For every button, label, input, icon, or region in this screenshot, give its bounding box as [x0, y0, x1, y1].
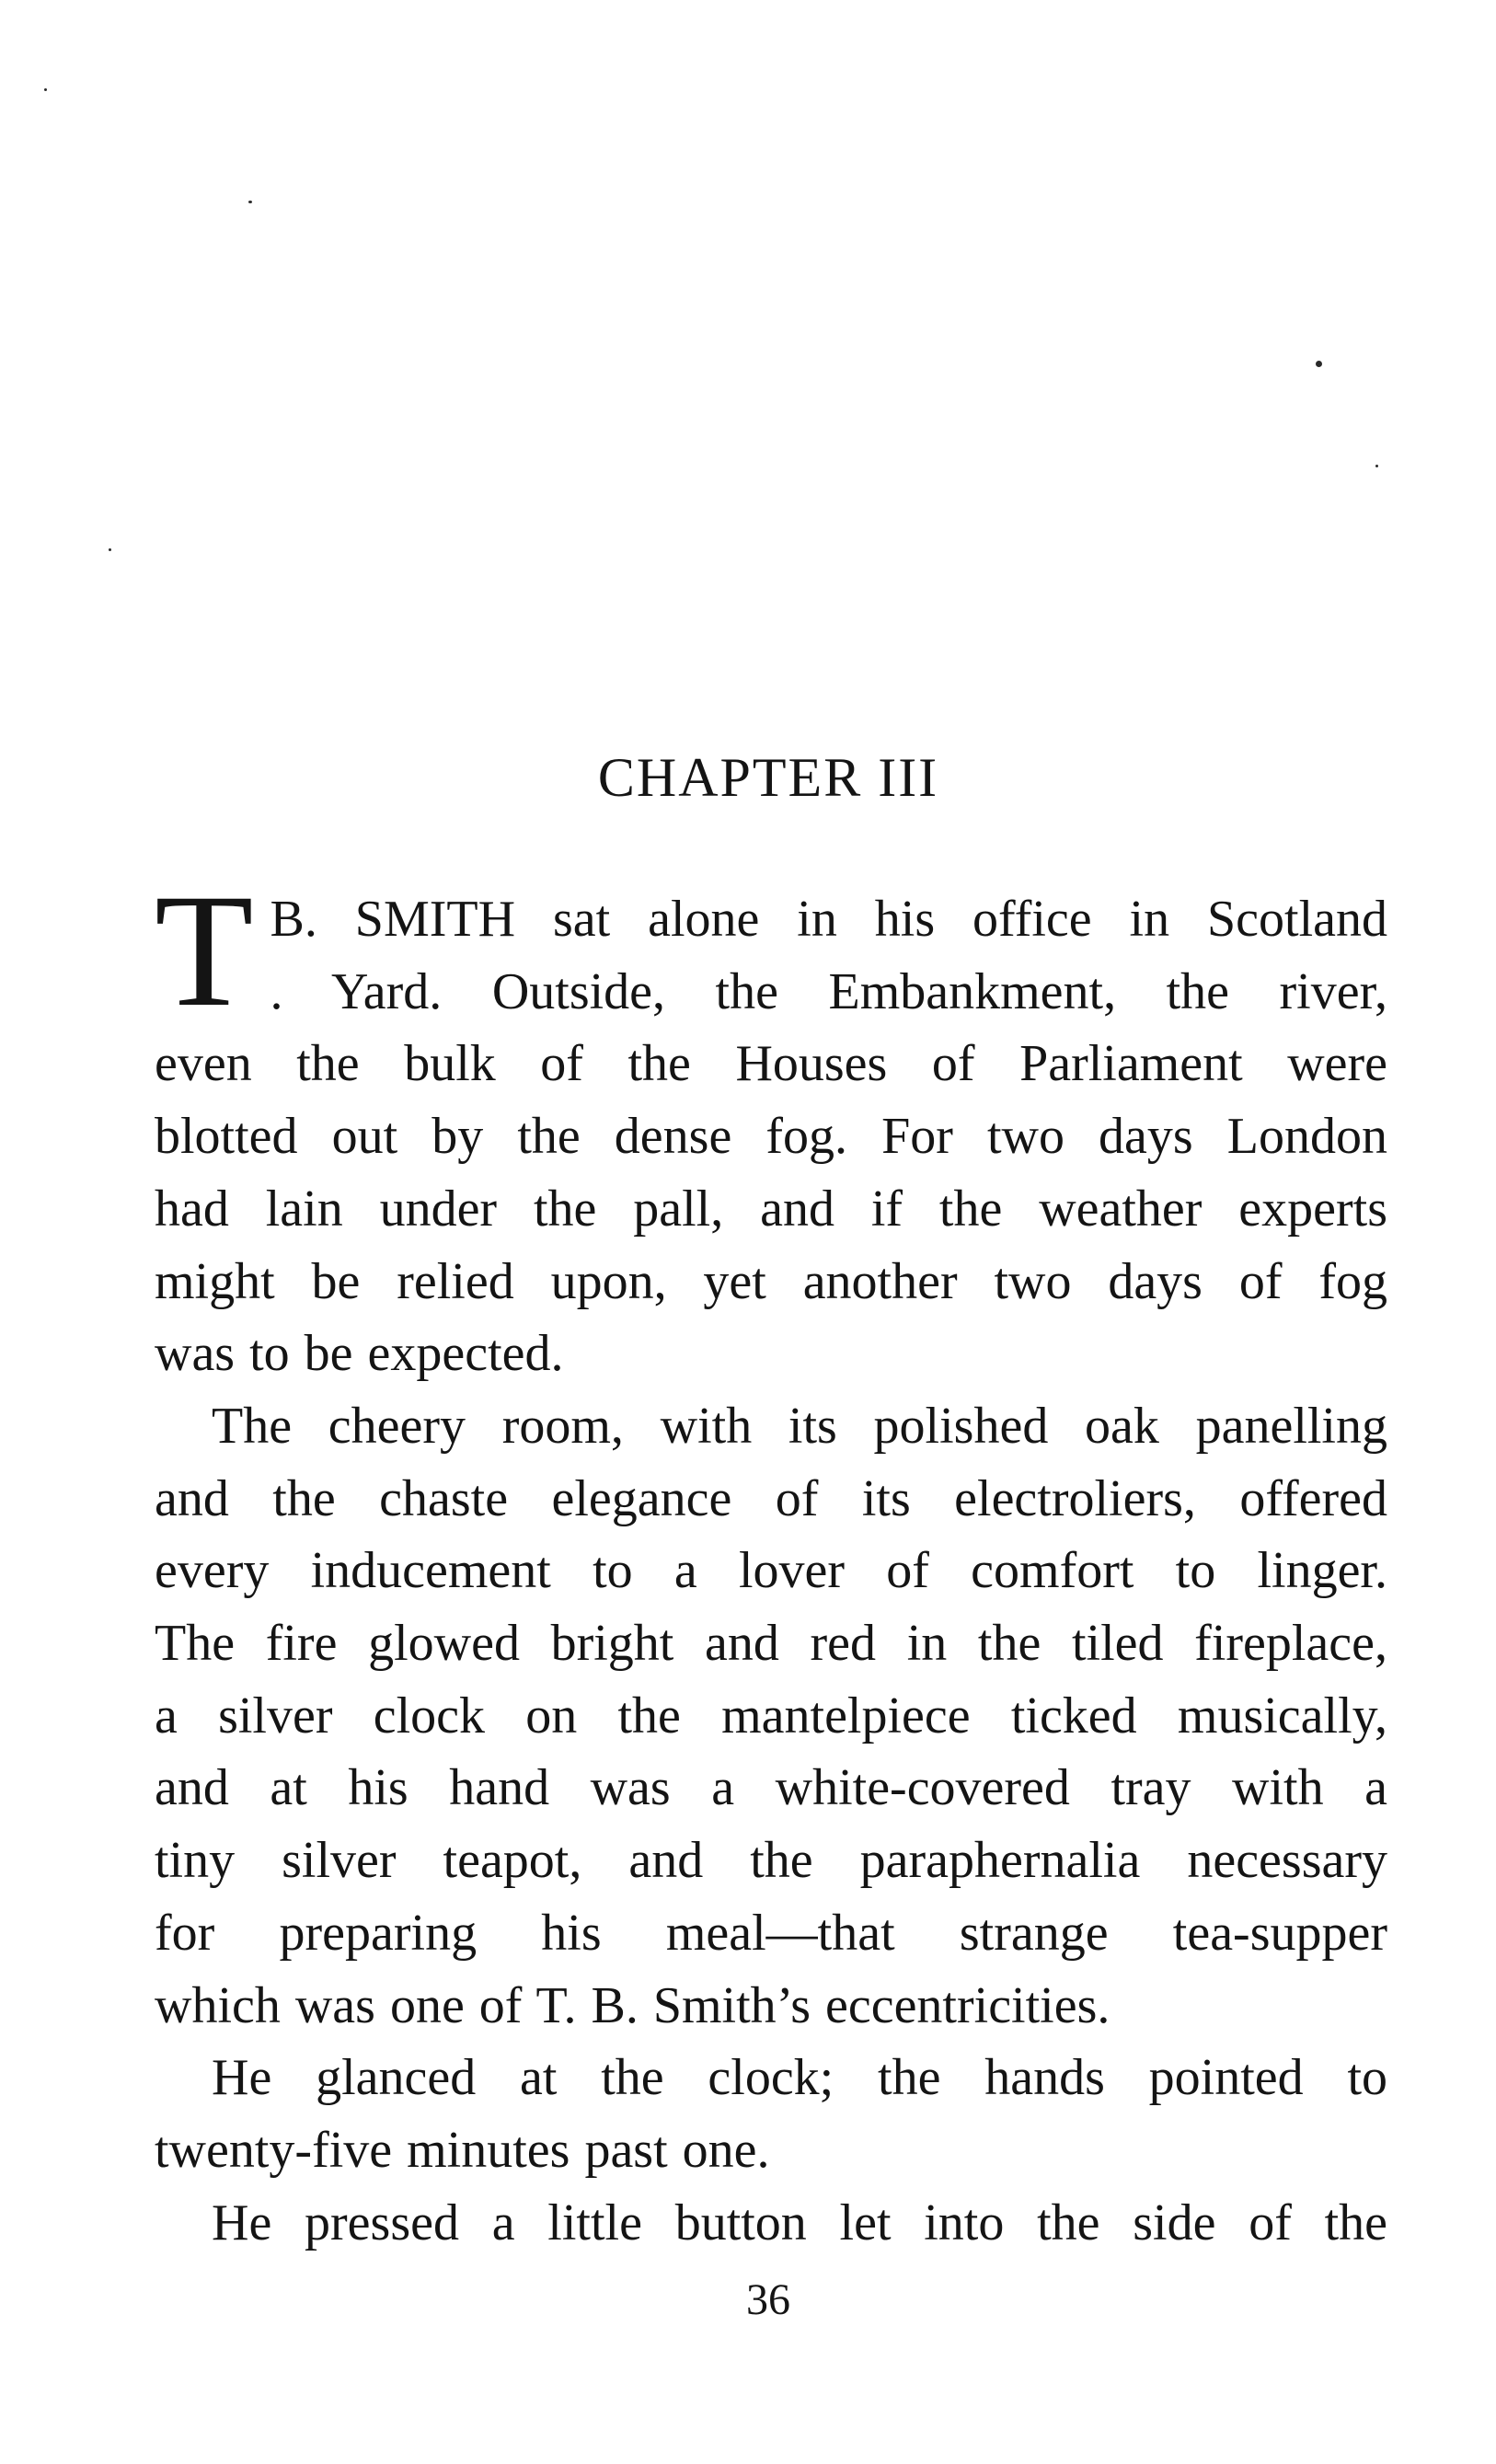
text-line: for preparing his meal—that strange tea-supper	[155, 1904, 1387, 1962]
scan-speck	[248, 201, 252, 203]
text-line: was to be expected.	[155, 1325, 564, 1383]
text-line: had lain under the pall, and if the weather experts	[155, 1180, 1387, 1238]
paragraph-2	[155, 1390, 1387, 2042]
text-line: every inducement to a lover of comfort to linger.	[155, 1542, 1387, 1600]
paragraph-1	[155, 861, 1387, 1390]
scan-speck	[44, 88, 47, 91]
page-number: 36	[746, 2275, 790, 2324]
paragraph-3	[155, 2042, 1387, 2186]
text-line: . Yard. Outside, the Embankment, the river,	[270, 962, 1387, 1020]
chapter-title: CHAPTER III	[597, 747, 939, 808]
text-line: and at his hand was a white-covered tray with a	[155, 1759, 1387, 1817]
text-line: and the chaste elegance of its electroliers, offered	[155, 1469, 1387, 1527]
scan-speck	[1375, 465, 1378, 467]
text-line: The fire glowed bright and red in the tiled fireplace,	[155, 1615, 1387, 1673]
scan-speck	[109, 548, 111, 551]
text-line: tiny silver teapot, and the paraphernalia necessary	[155, 1832, 1387, 1890]
text-line: He pressed a little button let into the side of the	[212, 2193, 1387, 2251]
text-line: The cheery room, with its polished oak panelling	[212, 1397, 1387, 1455]
text-line: even the bulk of the Houses of Parliament were	[155, 1035, 1387, 1093]
text-line: B. SMITH sat alone in his office in Scotland	[270, 891, 1387, 948]
scan-speck	[1316, 361, 1322, 367]
text-line: He glanced at the clock; the hands pointed to	[212, 2049, 1387, 2107]
paragraph-4	[155, 2187, 1387, 2260]
text-line: blotted out by the dense fog. For two days London	[155, 1108, 1387, 1166]
text-line: which was one of T. B. Smith’s eccentricities.	[155, 1976, 1110, 2034]
text-line: twenty-five minutes past one.	[155, 2121, 770, 2179]
text-line: might be relied upon, yet another two days of fog	[155, 1252, 1387, 1310]
text-line: a silver clock on the mantelpiece ticked musically,	[155, 1687, 1387, 1744]
drop-cap: T	[155, 861, 254, 1041]
chapter-body	[155, 861, 1387, 2259]
